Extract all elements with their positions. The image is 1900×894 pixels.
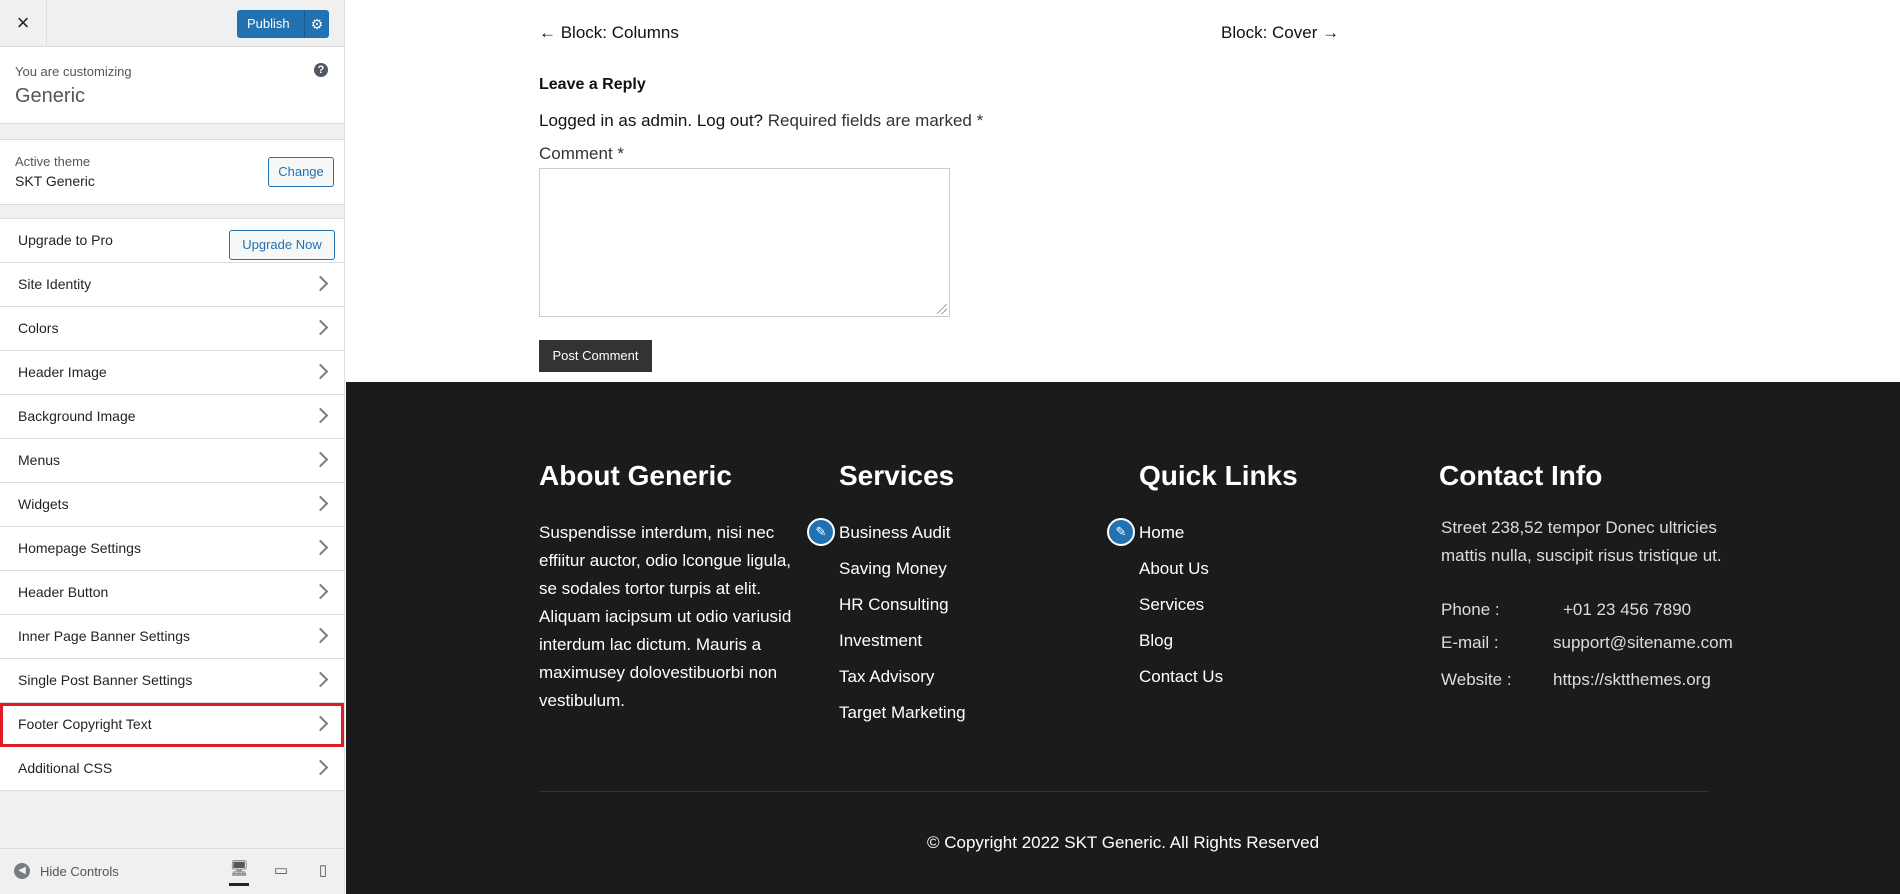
chevron-right-icon (313, 540, 329, 556)
chevron-right-icon (313, 716, 329, 732)
email-label: E-mail : (1441, 633, 1499, 652)
list-item[interactable]: HR Consulting (839, 595, 949, 614)
about-title: About Generic (539, 460, 732, 491)
required-note: Required fields are marked * (767, 111, 984, 130)
site-preview (346, 0, 1900, 894)
customizing-label: You are customizing (15, 64, 132, 79)
sidebar-item-footer-copyright[interactable] (0, 703, 344, 747)
theme-name: SKT Generic (15, 173, 95, 189)
help-icon[interactable]: ? (314, 63, 328, 77)
sidebar-item-homepage-settings[interactable] (0, 527, 344, 571)
sidebar-item-header-image[interactable] (0, 351, 344, 395)
sidebar-item-label: Colors (18, 320, 59, 336)
logged-in-note (539, 111, 983, 131)
sidebar-item-additional-css[interactable] (0, 747, 344, 791)
chevron-right-icon (313, 452, 329, 468)
customizer-footer (0, 848, 344, 894)
chevron-right-icon (313, 320, 329, 336)
edit-pencil-icon[interactable]: ✎ (1107, 518, 1135, 546)
sidebar-item-widgets[interactable] (0, 483, 344, 527)
address-line-1: Street 238,52 tempor Donec ultricies (1441, 518, 1717, 537)
sidebar-item-background-image[interactable] (0, 395, 344, 439)
quick-links-title: Quick Links (1139, 460, 1298, 491)
chevron-right-icon (313, 408, 329, 424)
sidebar-item-label: Background Image (18, 408, 136, 424)
website-value[interactable]: https://sktthemes.org (1553, 670, 1711, 689)
upgrade-to-pro-row (0, 218, 344, 263)
publish-button[interactable] (237, 10, 329, 38)
sidebar-item-label: Additional CSS (18, 760, 113, 776)
sidebar-item-inner-page-banner[interactable] (0, 615, 344, 659)
upgrade-now-button[interactable]: Upgrade Now (229, 230, 335, 260)
chevron-right-icon (313, 628, 329, 644)
chevron-right-icon (313, 496, 329, 512)
sidebar-item-label: Site Identity (18, 276, 92, 292)
publish-label[interactable]: Publish (237, 10, 305, 38)
sidebar-item-menus[interactable] (0, 439, 344, 483)
chevron-right-icon (313, 584, 329, 600)
desktop-preview-icon[interactable]: 🖥 (229, 859, 249, 886)
sidebar-item-label: Homepage Settings (18, 540, 141, 556)
sidebar-item-header-button[interactable] (0, 571, 344, 615)
chevron-right-icon (313, 276, 329, 292)
list-item[interactable]: Services (1139, 595, 1205, 614)
footer-divider (539, 791, 1709, 792)
phone-value: +01 23 456 7890 (1563, 600, 1692, 619)
sidebar-item-label: Header Image (18, 364, 107, 380)
services-title: Services (839, 460, 955, 491)
list-item[interactable]: Investment (839, 631, 923, 650)
sidebar-item-label: Footer Copyright Text (18, 716, 152, 732)
active-theme-label: Active theme (15, 154, 91, 169)
site-name: Generic (15, 85, 86, 107)
hide-controls-label: Hide Controls (40, 863, 119, 879)
mobile-preview-icon[interactable]: ▯ (318, 862, 328, 879)
change-theme-button[interactable]: Change (268, 157, 334, 187)
list-item[interactable]: Home (1139, 523, 1185, 542)
customizer-menu (0, 218, 344, 791)
address-line-2: mattis nulla, suscipit risus tristique ut. (1441, 546, 1722, 565)
resize-handle[interactable] (937, 304, 947, 314)
about-text: Suspendisse interdum, nisi nec effiitur auctor, odio lcongue ligula, se sodales tortor turpis at elit. Aliquam iacipsum ut odio variusid interdum lac dictum. Mauris a maximusey dolovestibuorbi non vestibulum. (539, 523, 792, 710)
list-item[interactable]: Saving Money (839, 559, 947, 578)
logged-in-text[interactable]: Logged in as admin. Log out? (539, 111, 764, 130)
email-value[interactable]: support@sitename.com (1553, 633, 1733, 652)
gear-icon[interactable]: ⚙ (310, 15, 324, 32)
copyright-text: © Copyright 2022 SKT Generic. All Rights Reserved (926, 833, 1320, 852)
list-item[interactable]: Contact Us (1139, 667, 1224, 686)
post-comment-button[interactable]: Post Comment (539, 340, 652, 372)
sidebar-item-label: Header Button (18, 584, 109, 600)
sidebar-item-site-identity[interactable] (0, 263, 344, 307)
website-label: Website : (1441, 670, 1512, 689)
phone-label: Phone : (1441, 600, 1500, 619)
services-list (839, 523, 966, 739)
comment-textarea[interactable] (539, 168, 950, 317)
list-item[interactable]: Tax Advisory (839, 667, 935, 686)
sidebar-item-single-post-banner[interactable] (0, 659, 344, 703)
edit-pencil-icon[interactable]: ✎ (807, 518, 835, 546)
sidebar-item-label: Inner Page Banner Settings (18, 628, 191, 644)
reply-title: Leave a Reply (539, 76, 646, 93)
hide-controls-button[interactable] (14, 863, 119, 879)
customizer-header (0, 0, 344, 47)
site-footer (346, 382, 1900, 894)
upgrade-label: Upgrade to Pro (18, 232, 113, 248)
sidebar-item-label: Widgets (18, 496, 69, 512)
contact-title: Contact Info (1439, 460, 1603, 491)
chevron-right-icon (313, 364, 329, 380)
comment-label: Comment * (539, 144, 625, 163)
next-post-link[interactable]: Block: Cover → (1221, 23, 1340, 42)
close-icon[interactable]: × (0, 0, 47, 46)
customizer-sidebar (0, 0, 345, 894)
customizing-info (0, 47, 344, 124)
list-item[interactable]: About Us (1139, 559, 1209, 578)
sidebar-item-colors[interactable] (0, 307, 344, 351)
prev-post-link[interactable]: ← Block: Columns (539, 23, 679, 42)
sidebar-item-label: Menus (18, 452, 61, 468)
list-item[interactable]: Blog (1139, 631, 1174, 650)
sidebar-item-label: Single Post Banner Settings (18, 672, 193, 688)
quick-links-list (1139, 523, 1223, 703)
tablet-preview-icon[interactable]: ▭ (273, 862, 289, 879)
chevron-right-icon (313, 672, 329, 688)
active-theme-section (0, 139, 344, 205)
list-item[interactable]: Target Marketing (839, 703, 966, 722)
chevron-right-icon (313, 760, 329, 776)
collapse-icon: ◀ (14, 863, 30, 879)
list-item[interactable]: Business Audit (839, 523, 951, 542)
